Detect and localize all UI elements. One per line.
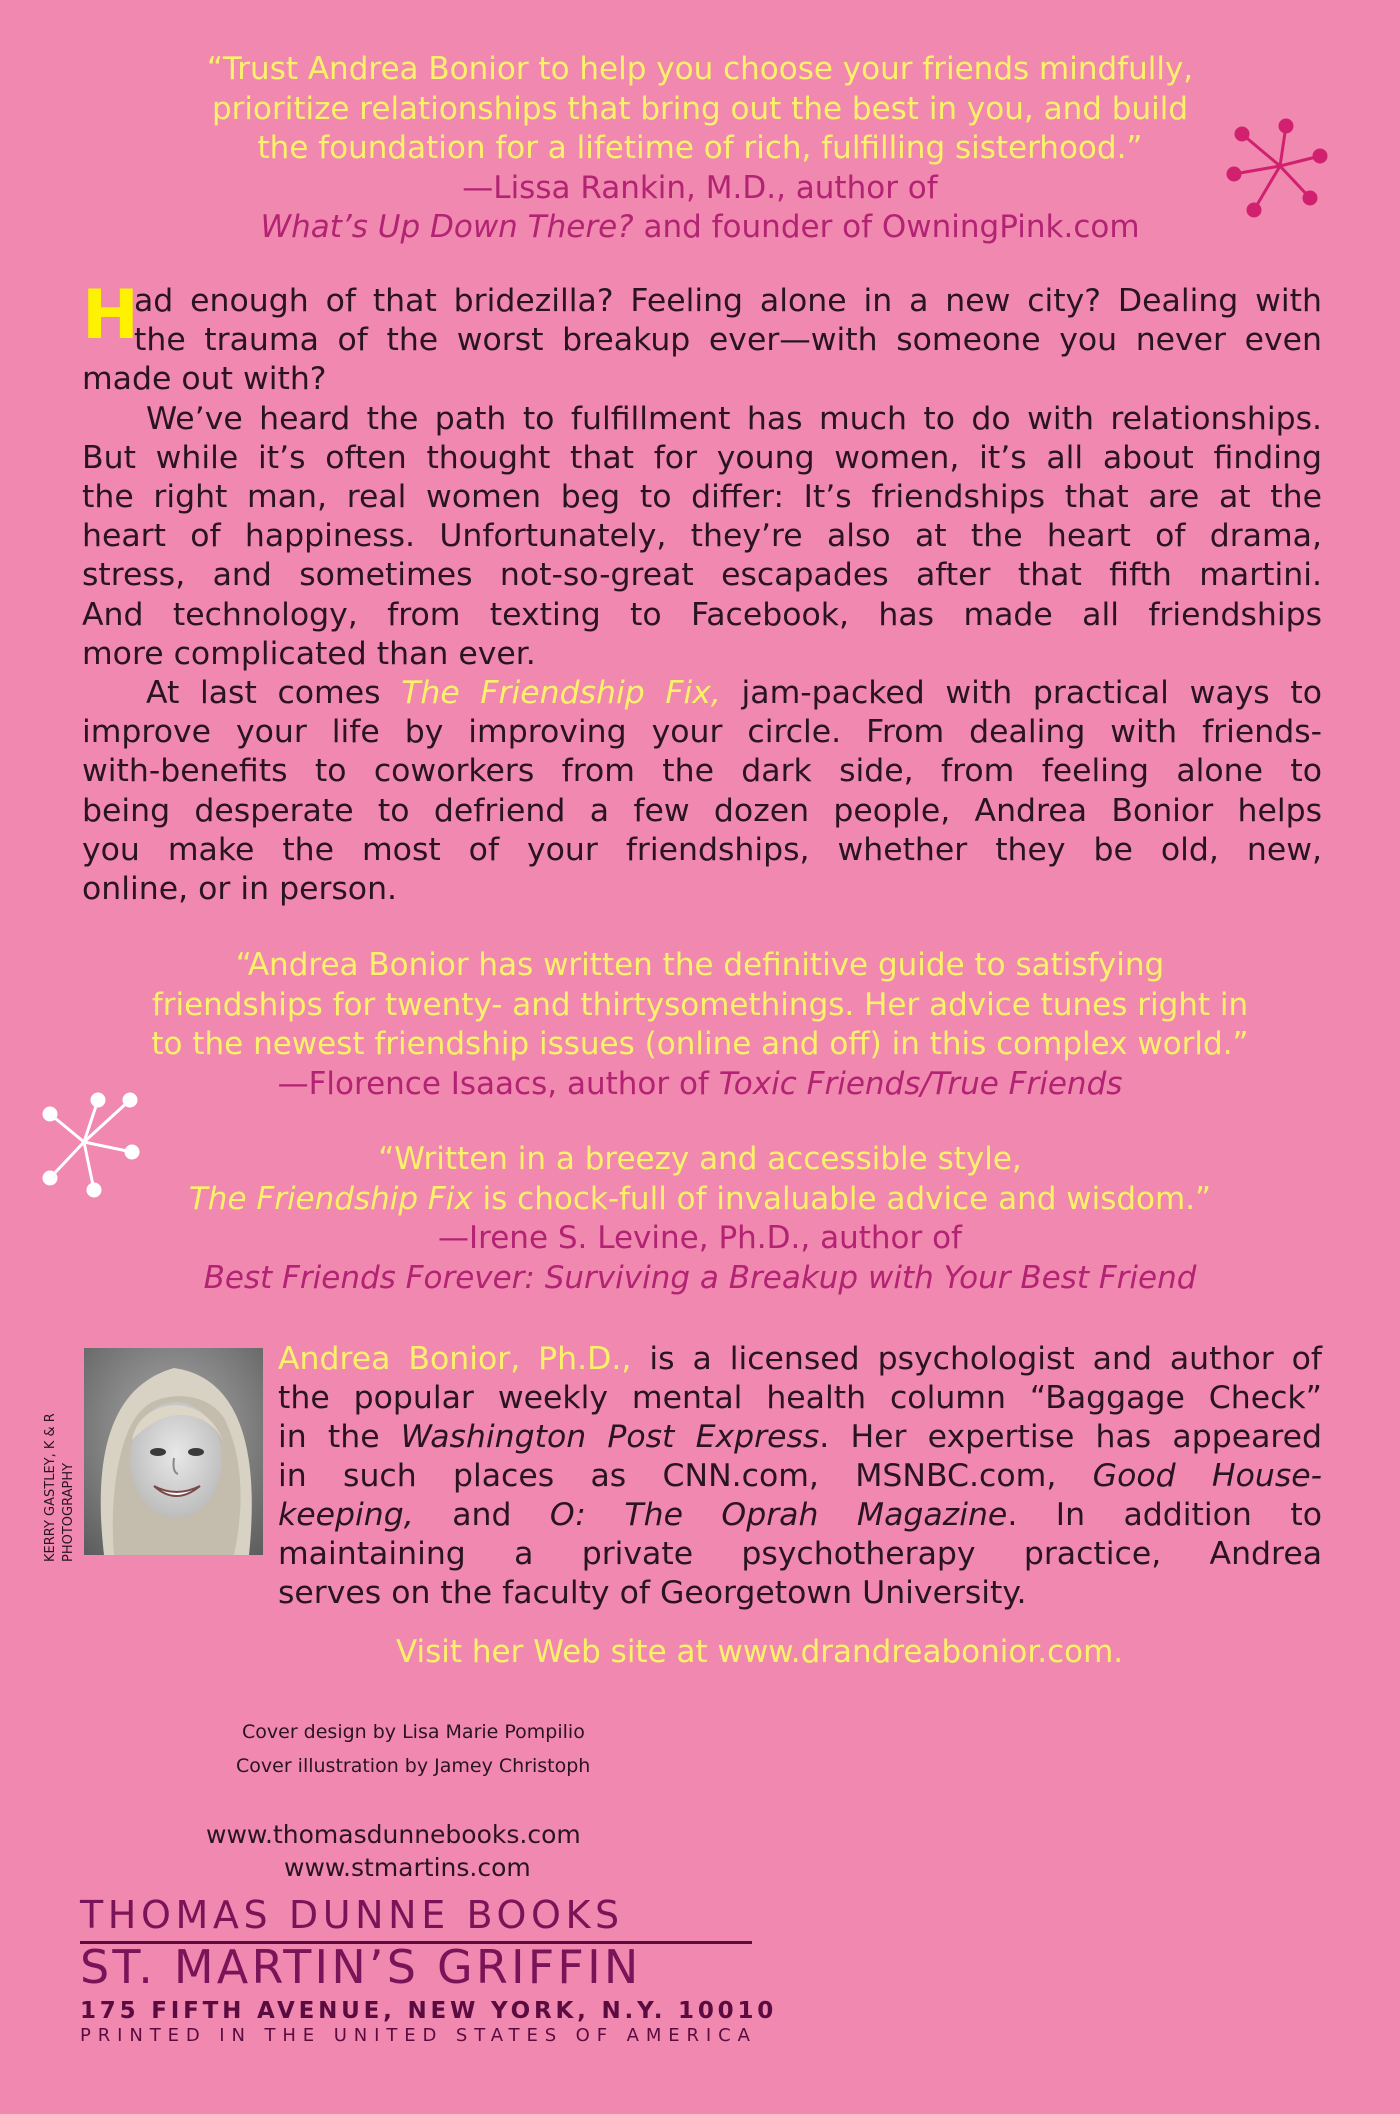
publisher-address: 175 FIFTH AVENUE, NEW YORK, N.Y. 10010	[80, 1998, 778, 2024]
body-line: made out with?	[82, 361, 327, 398]
book-title: Toxic Friends/True Friends	[718, 1065, 1123, 1102]
body-text: jam-packed with practical ways to	[720, 675, 1322, 712]
bio-text: and	[413, 1497, 550, 1533]
lower-blurb	[120, 1140, 1280, 1298]
body-line: online, or in person.	[82, 871, 398, 908]
blurb-attribution-source	[120, 208, 1280, 248]
photo-credit-line: KERRY GASTLEY, K & R	[43, 1413, 58, 1562]
blurb-line: the foundation for a lifetime of rich, fulfilling sisterhood.”	[257, 130, 1143, 166]
body-line: you make the most of your friendships, whether they be old, new,	[82, 831, 1322, 868]
book-title: Best Friends Forever: Surviving a Breakup with Your Best Friend	[203, 1259, 1197, 1296]
blurb-line: to the newest friendship issues (online and off) in this complex world.”	[151, 1026, 1249, 1062]
book-title: The Friendship Fix,	[401, 675, 721, 712]
blurb-line: prioritize relationships that bring out the best in you, and build	[211, 90, 1188, 127]
publication-title: O: The Oprah Magazine	[549, 1497, 1008, 1533]
bio-text: . In addition to	[1007, 1497, 1322, 1533]
book-title: The Friendship Fix	[188, 1180, 473, 1217]
publication-title: Washington Post Express	[400, 1419, 820, 1455]
blurb-line: “Written in a breezy and accessible style,	[378, 1141, 1022, 1177]
body-line: being desperate to defriend a few dozen people, Andrea Bonior helps	[82, 792, 1322, 829]
body-line: stress, and sometimes not-so-great escapades after that fifth martini.	[82, 557, 1322, 594]
body-line: more complicated than ever.	[82, 635, 536, 672]
cover-illustration-credit: Cover illustration by Jamey Christoph	[236, 1755, 591, 1777]
body-line: the trauma of the worst breakup ever—with someone you never even	[134, 322, 1322, 359]
author-bio	[278, 1340, 1322, 1613]
body-line	[82, 674, 1322, 713]
blurb-line: friendships for twenty- and thirtysomethings. Her advice tunes right in	[151, 986, 1249, 1023]
bio-line: serves on the faculty of Georgetown University.	[278, 1575, 1027, 1611]
bio-text: in the	[278, 1419, 401, 1455]
bio-text: is a licensed psychologist and author of	[631, 1341, 1322, 1377]
publisher-name: ST. MARTIN’S GRIFFIN	[80, 1940, 642, 1994]
blurb-text: is chock-full of invaluable advice and wisdom.”	[472, 1180, 1212, 1217]
blurb-attribution: —Lissa Rankin, M.D., author of	[462, 169, 938, 206]
photo-credit	[38, 1362, 82, 1562]
author-portrait-image	[84, 1348, 263, 1555]
bio-text: in such places as CNN.com, MSNBC.com,	[278, 1458, 1093, 1494]
blurb-attribution	[120, 1065, 1280, 1105]
attribution-tail: and founder of OwningPink.com	[633, 209, 1140, 245]
author-website: Visit her Web site at www.drandreabonior.com.	[396, 1634, 1124, 1670]
body-line: with-benefits to coworkers from the dark side, from feeling alone to	[82, 753, 1322, 790]
body-line: And technology, from texting to Facebook, has made all friendships	[82, 596, 1322, 633]
book-title: What’s Up Down There?	[260, 209, 634, 245]
cover-design-credit: Cover design by Lisa Marie Pompilio	[242, 1721, 585, 1743]
publisher-url: www.stmartins.com	[284, 1853, 531, 1882]
publication-title: keeping,	[278, 1497, 414, 1533]
author-name: Andrea Bonior, Ph.D.,	[278, 1341, 632, 1377]
body-text: At last comes	[146, 675, 402, 712]
bio-line	[278, 1418, 1322, 1457]
middle-blurb	[120, 946, 1280, 1104]
blurb-line: “Andrea Bonior has written the definitive guide to satisfying	[235, 947, 1165, 983]
bio-text: . Her expertise has appeared	[819, 1419, 1323, 1455]
bio-line	[278, 1340, 1322, 1379]
bio-line: maintaining a private psychotherapy practice, Andrea	[278, 1536, 1322, 1572]
author-photo	[84, 1348, 263, 1555]
blurb-attribution: —Irene S. Levine, Ph.D., author of	[438, 1220, 962, 1256]
bio-line: the popular weekly mental health column “Baggage Check”	[278, 1380, 1322, 1416]
imprint-name: THOMAS DUNNE BOOKS	[80, 1893, 624, 1937]
body-line: the right man, real women beg to differ: It’s friendships that are at the	[82, 479, 1322, 516]
top-blurb	[120, 50, 1280, 248]
publisher-url: www.thomasdunnebooks.com	[206, 1820, 581, 1849]
photo-credit-line: PHOTOGRAPHY	[61, 1462, 76, 1562]
blurb-line	[120, 1180, 1280, 1220]
body-copy	[82, 276, 1322, 909]
blurb-line: “Trust Andrea Bonior to help you choose your friends mindfully,	[206, 51, 1194, 87]
printed-in-notice: PRINTED IN THE UNITED STATES OF AMERICA	[80, 2025, 757, 2046]
body-line: heart of happiness. Unfortunately, they’re also at the heart of drama,	[82, 518, 1322, 555]
publication-title: Good House-	[1092, 1458, 1323, 1494]
body-line: ad enough of that bridezilla? Feeling alone in a new city? Dealing with	[134, 283, 1322, 319]
sparkle-magenta-icon	[1220, 118, 1340, 218]
attribution-text: —Florence Isaacs, author of	[277, 1065, 719, 1102]
body-line: improve your life by improving your circle. From dealing with friends-	[82, 714, 1322, 751]
drop-cap: H	[82, 276, 139, 355]
bio-line	[278, 1457, 1322, 1496]
bio-line	[278, 1496, 1322, 1535]
body-line: We’ve heard the path to fulfillment has much to do with relationships.	[146, 400, 1322, 437]
publisher-urls	[206, 1818, 581, 1884]
body-line: But while it’s often thought that for young women, it’s all about finding	[82, 439, 1322, 476]
